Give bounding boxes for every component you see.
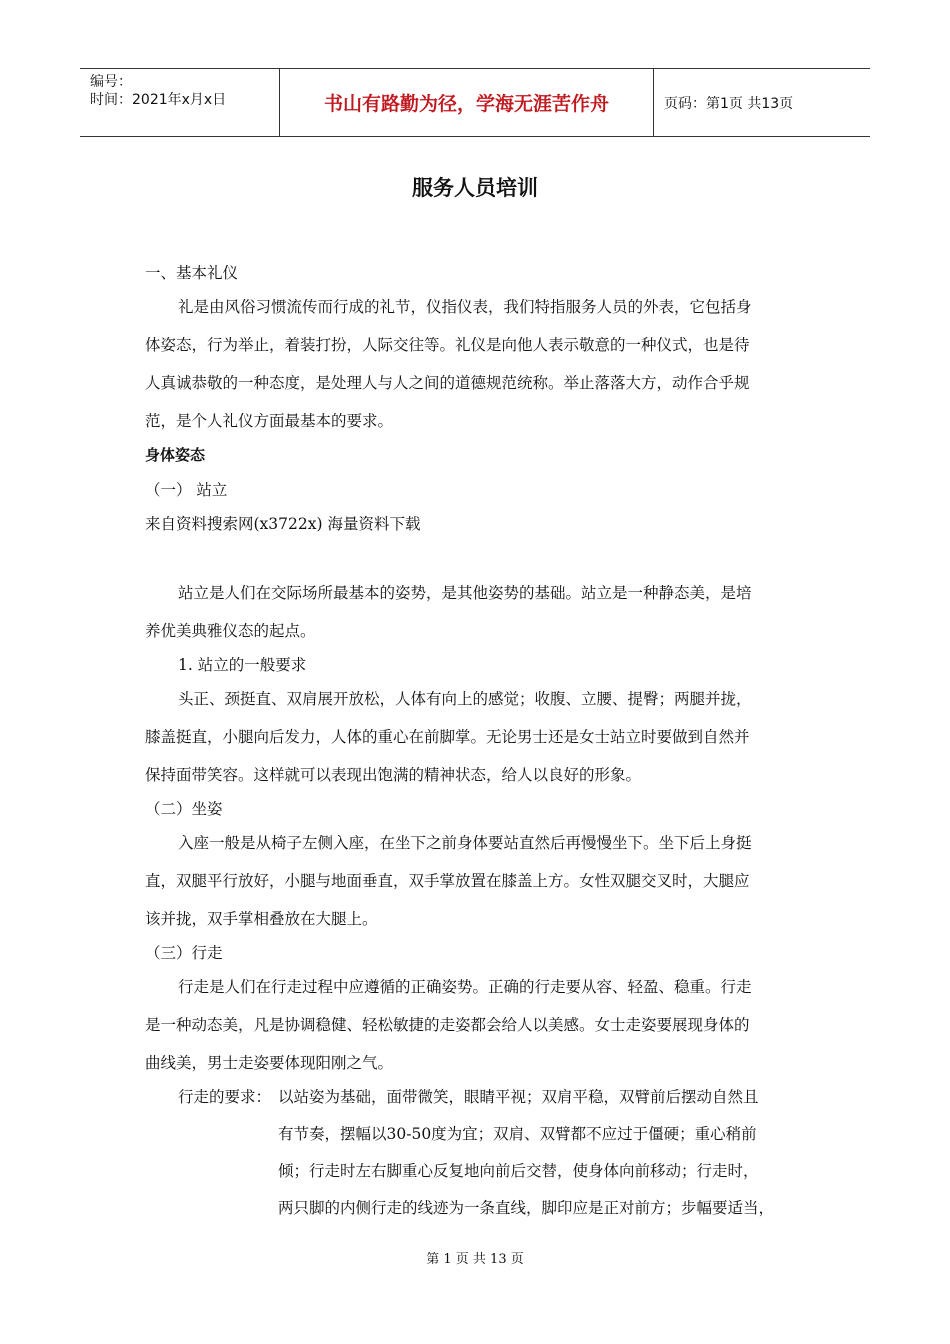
header-motto: 书山有路勤为径，学海无涯苦作舟 <box>280 69 654 136</box>
standing-sub-heading: 1. 站立的一般要求 <box>178 656 307 674</box>
walking-req-line1: 以站姿为基础，面带微笑，眼睛平视；双肩平稳，双臂前后摆动自然且 <box>278 1088 759 1106</box>
page-footer: 第 1 页 共 13 页 <box>426 1252 524 1267</box>
para1-line1: 礼是由风俗习惯流传而行成的礼节，仪指仪表，我们特指服务人员的外表，它包括身 <box>178 298 752 316</box>
para5-line1: 行走是人们在行走过程中应遵循的正确姿势。正确的行走要从容、轻盈、稳重。行走 <box>178 978 752 996</box>
para3-line1: 头正、颈挺直、双肩展开放松，人体有向上的感觉；收腹、立腰、提臀；两腿并拢， <box>178 690 752 708</box>
walking-req-label: 行走的要求： <box>178 1088 272 1106</box>
walking-req-line2: 有节奏，摆幅以30-50度为宜；双肩、双臂都不应过于僵硬；重心稍前 <box>278 1125 757 1143</box>
para2-line2: 养优美典雅仪态的起点。 <box>145 622 316 640</box>
number-label: 编号： <box>90 74 132 90</box>
para5-line3: 曲线美，男士走姿要体现阳刚之气。 <box>145 1054 394 1072</box>
para4-line3: 该并拢，双手掌相叠放在大腿上。 <box>145 910 378 928</box>
para2-line1: 站立是人们在交际场所最基本的姿势，是其他姿势的基础。站立是一种静态美，是培 <box>178 584 752 602</box>
para1-line4: 范，是个人礼仪方面最基本的要求。 <box>145 412 394 430</box>
posture-heading: 身体姿态 <box>145 446 206 464</box>
walking-req-line4: 两只脚的内侧行走的线迹为一条直线，脚印应是正对前方；步幅要适当， <box>278 1199 775 1217</box>
para3-line2: 膝盖挺直，小腿向后发力，人体的重心在前脚掌。无论男士还是女士站立时要做到自然并 <box>145 728 750 746</box>
header-meta <box>80 69 280 136</box>
date-label: 时间：2021年x月x日 <box>90 92 227 108</box>
walking-heading: （三）行走 <box>145 944 223 962</box>
standing-heading: （一） 站立 <box>145 481 228 499</box>
para1-line3: 人真诚恭敬的一种态度，是处理人与人之间的道德规范统称。举止落落大方，动作合乎规 <box>145 374 750 392</box>
document-title: 服务人员培训 <box>412 176 538 200</box>
section-heading-basic-etiquette: 一、基本礼仪 <box>145 264 239 282</box>
walking-req-line3: 倾；行走时左右脚重心反复地向前后交替，使身体向前移动；行走时， <box>278 1162 759 1180</box>
para5-line2: 是一种动态美，凡是协调稳健、轻松敏捷的走姿都会给人以美感。女士走姿要展现身体的 <box>145 1016 750 1034</box>
para4-line1: 入座一般是从椅子左侧入座，在坐下之前身体要站直然后再慢慢坐下。坐下后上身挺 <box>178 834 752 852</box>
sitting-heading: （二）坐姿 <box>145 800 223 818</box>
para4-line2: 直，双腿平行放好，小腿与地面垂直，双手掌放置在膝盖上方。女性双腿交叉时，大腿应 <box>145 872 750 890</box>
source-note: 来自资料搜索网(x3722x) 海量资料下载 <box>145 515 421 533</box>
para3-line3: 保持面带笑容。这样就可以表现出饱满的精神状态，给人以良好的形象。 <box>145 766 642 784</box>
document-header <box>80 68 870 137</box>
para1-line2: 体姿态，行为举止，着装打扮，人际交往等。礼仪是向他人表示敬意的一种仪式，也是待 <box>145 336 750 354</box>
header-page-info: 页码：第1页 共13页 <box>664 95 794 112</box>
